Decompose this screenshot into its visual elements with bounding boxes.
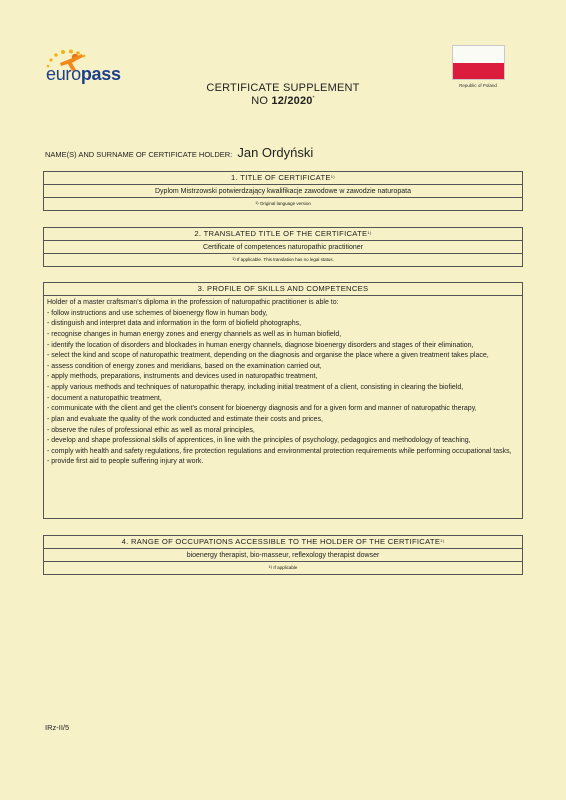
certificate-title-value: Dyplom Mistrzowski potwierdzający kwalifikacje zawodowe w zawodzie naturopata [44,185,522,198]
skill-item: - provide first aid to people suffering injury at work. [47,458,204,466]
skill-item: - comply with health and safety regulations, fire protection regulations and environmental protection requirements while performing occupational tasks, [47,447,512,455]
section-note: $^{1)}$ If applicable [268,564,298,570]
section-heading: 3. PROFILE OF SKILLS AND COMPETENCES [44,283,522,296]
certificate-number: NO 12/2020* [251,95,315,107]
skill-item: - assess condition of energy zones and meridians, based on the examination carried out, [47,362,322,370]
flag-caption: Republic of Poland [459,83,497,88]
section-heading: 1. TITLE OF CERTIFICATE$^{1)}$ [44,172,522,185]
holder-label: NAME(S) AND SURNAME OF CERTIFICATE HOLDER: [45,150,233,159]
skills-intro: Holder of a master craftsman's diploma in the profession of naturopathic practitioner is able to: [47,299,339,306]
skill-item: - plan and evaluate the quality of the work conducted and estimate their costs and prices, [47,415,323,423]
skill-item: - apply methods, preparations, instruments and devices used in naturopathic treatment, [47,373,318,381]
holder-line [45,145,313,160]
section-range-of-occupations [43,535,523,575]
section-profile-of-skills [43,282,523,519]
skill-item: - select the kind and scope of naturopathic treatment, depending on the diagnosis and organise the place where a given treatment takes place, [47,352,489,360]
skill-item: - develop and shape professional skills of apprentices, in line with the principles of psychology, pedagogics and methodology of teaching, [47,437,471,445]
skill-item: - observe the rules of professional ethic as well as moral principles, [47,426,255,434]
section-heading: 2. TRANSLATED TITLE OF THE CERTIFICATE$^{1)}$ [44,228,522,241]
section-heading: 4. RANGE OF OCCUPATIONS ACCESSIBLE TO THE HOLDER OF THE CERTIFICATE$^{1)}$ [44,536,522,549]
europass-wordmark: europass [46,64,121,84]
section-title-of-certificate [43,171,523,211]
holder-name: Jan Ordyński [237,145,314,160]
skill-item: - distinguish and interpret data and information in the form of biofield photographs, [47,320,302,328]
poland-flag [452,45,505,80]
skill-item: - follow instructions and use schemes of bioenergy flow in human body, [47,309,268,317]
section-note: $^{1)}$ If applicable. This translation has no legal status. [232,256,334,262]
skill-item: - identify the location of disorders and blockades in human energy channels, diagnose bioenergy disorders and stages of their elimination, [47,341,474,349]
skills-list [44,296,522,468]
section-translated-title [43,227,523,267]
skill-item: - recognise changes in human energy zones and energy channels as well as in human biofield, [47,330,342,338]
occupations-value: bioenergy therapist, bio-masseur, reflexology therapist dowser [44,549,522,562]
document-title: CERTIFICATE SUPPLEMENT [206,82,360,94]
skill-item: - apply various methods and techniques of naturopathic therapy, including initial treatment of a client, consisting in clearing the biofield, [47,384,464,391]
translated-title-value: Certificate of competences naturopathic practitioner [44,241,522,254]
skill-item: - document a naturopathic treatment, [47,394,162,402]
form-code: IRz-II/5 [45,723,70,732]
skill-item: - communicate with the client and get the client's consent for bioenergy diagnosis and for a given form and manner of naturopathic therapy, [47,405,477,413]
section-note: $^{1)}$ Original language version [255,200,311,206]
